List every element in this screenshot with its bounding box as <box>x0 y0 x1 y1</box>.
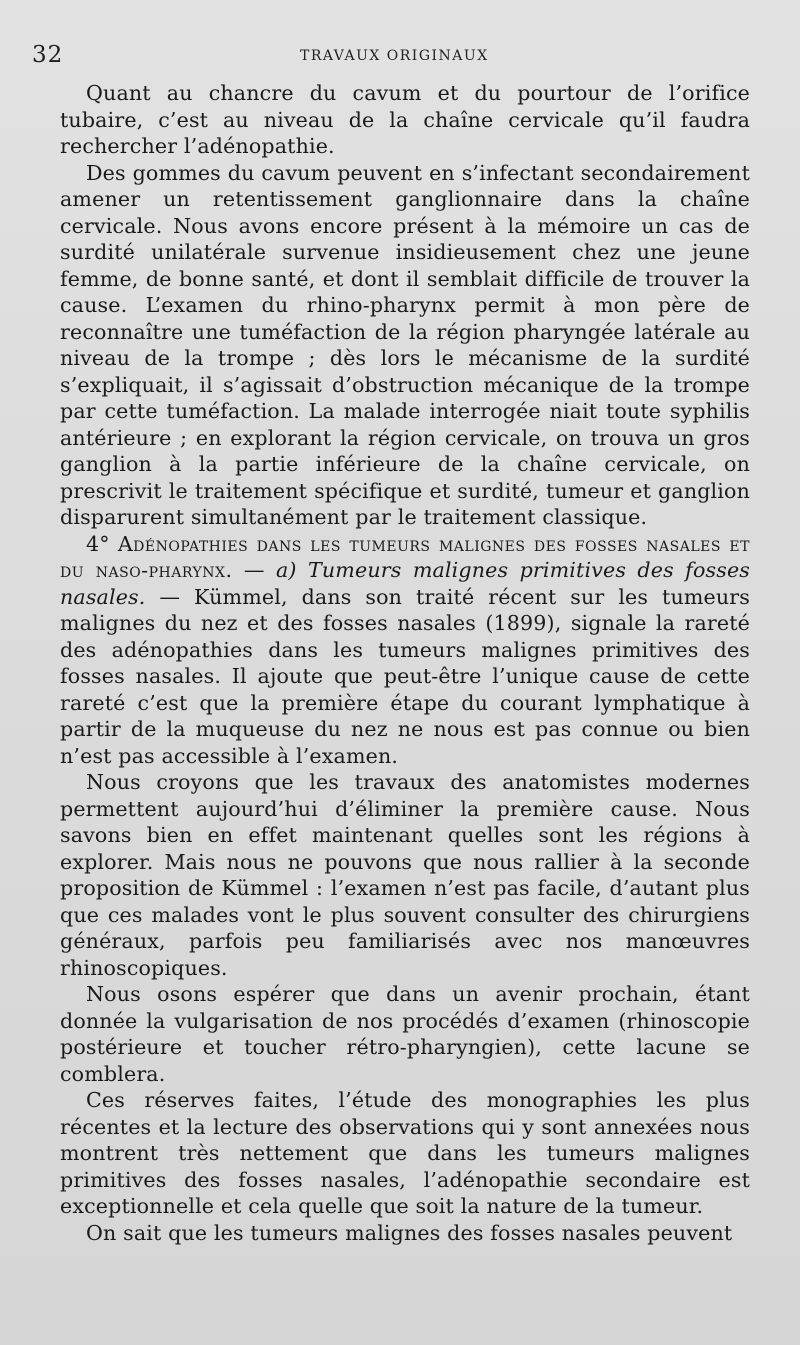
paragraph-text: — Kümmel, dans son traité récent sur les tumeurs malignes du nez et des fosses nasales (1899), signale la rareté des adénopathies dans les tumeurs malignes primitives des fosses nasales. Il ajoute que peut-être l’unique cause de cette rareté c’est que la première étape du courant lymphatique à partir de la muqueuse du nez ne nous est pas connue ou bien n’est pas accessible à l’examen. <box>60 584 750 768</box>
body-text <box>60 80 750 1246</box>
paragraph: Nous osons espérer que dans un avenir prochain, étant donnée la vulgarisation de nos procédés d’examen (rhinoscopie postérieure et toucher rétro-pharyngien), cette lacune se comblera. <box>60 982 750 1086</box>
section-number: 4° <box>86 531 110 556</box>
running-title: TRAVAUX ORIGINAUX <box>300 48 489 64</box>
paragraph: On sait que les tumeurs malignes des fosses nasales peuvent <box>86 1220 733 1245</box>
paragraph: Quant au chancre du cavum et du pourtour de l’orifice tubaire, c’est au niveau de la chaîne cervicale qu’il faudra rechercher l’adénopathie. <box>60 81 750 158</box>
section-dash: — <box>232 558 276 582</box>
page-header <box>32 42 772 72</box>
section-paragraph <box>60 531 750 770</box>
section-heading: Adénopathies dans les tumeurs malignes des fosses nasales et du naso-pharynx. <box>60 531 750 582</box>
paragraph: Nous croyons que les travaux des anatomistes modernes permettent aujourd’hui d’éliminer la première cause. Nous savons bien en effet maintenant quelles sont les régions à explorer. Mais nous ne pouvons que nous rallier à la seconde proposition de Kümmel : l’examen n’est pas facile, d’autant plus que ces malades vont le plus souvent consulter des chirurgiens généraux, parfois peu familiarisés avec nos manœuvres rhinoscopiques. <box>60 770 750 980</box>
subsection-title: Tumeurs malignes primitives des fosses nasales. <box>60 558 750 609</box>
subsection-label: a) <box>276 558 297 582</box>
page-number: 32 <box>32 42 64 68</box>
paragraph: Des gommes du cavum peuvent en s’infectant secondairement amener un retentissement ganglionnaire dans la chaîne cervicale. Nous avons encore présent à la mémoire un cas de surdité unilatérale survenue insidieusement chez une jeune femme, de bonne santé, et dont il semblait difficile de trouver la cause. L’examen du rhino-pharynx permit à mon père de reconnaître une tuméfaction de la région pharyngée latérale au niveau de la trompe ; dès lors le mécanisme de la surdité s’expliquait, il s’agissait d’obstruction mécanique de la trompe par cette tuméfaction. La malade interrogée niait toute syphilis antérieure ; en explorant la région cervicale, on trouva un gros ganglion à la partie inférieure de la chaîne cervicale, on prescrivit le traitement spécifique et surdité, tumeur et ganglion disparurent simultanément par le traitement classique. <box>60 160 750 529</box>
paragraph: Ces réserves faites, l’étude des monographies les plus récentes et la lecture des observations qui y sont annexées nous montrent très nettement que dans les tumeurs malignes primitives des fosses nasales, l’adénopathie secondaire est exceptionnelle et cela quelle que soit la nature de la tumeur. <box>60 1088 750 1218</box>
